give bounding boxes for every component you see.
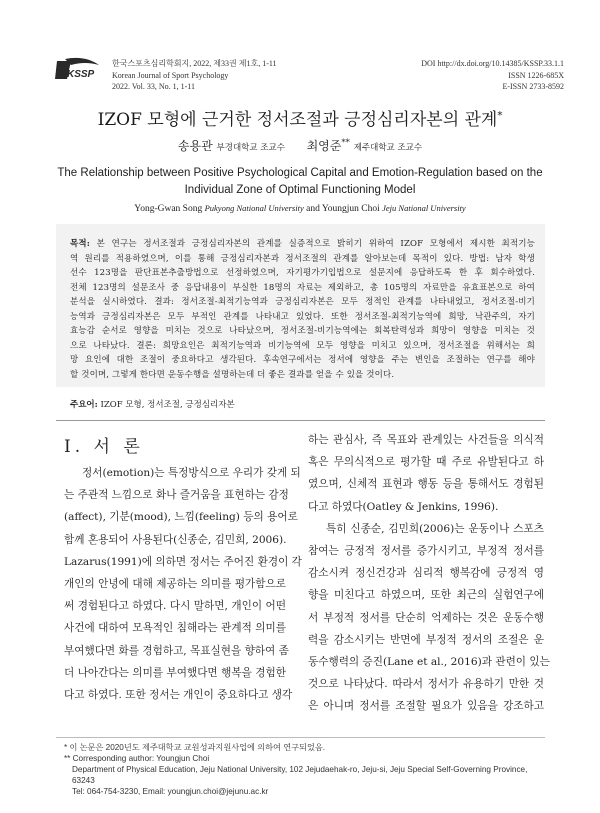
- body-line: 정서(emotion)는 특정방식으로 우리가 갖게 되: [82, 467, 301, 479]
- abstract-line: 할 것이며, 그렇게 한다면 운동수행을 설명하는데 더 좋은 결과를 얻을 수 있을 것이다.: [70, 369, 395, 380]
- abstract-label: 목적:: [70, 239, 91, 249]
- body-line: 사건에 대하여 모욕적인 침해라는 관계적 의미를: [64, 622, 286, 635]
- abstract-line: 효능감 순서로 영향을 미치는 것으로 나타났으며, 정서조절-비기능역에는 회복탄력성과 희망이 영향을 미치는 것: [70, 326, 535, 336]
- author-affiliation-1: 부경대학교 조교수: [216, 143, 285, 153]
- abstract-line: 전체 123명의 설문조사 중 응답내용이 부실한 18명의 자료는 제외하고, 총 105명의 자료만을 유효표본으로 하여: [70, 282, 535, 293]
- title-footnote-mark: *: [497, 110, 503, 122]
- paper-title: [0, 105, 600, 130]
- body-line: 특히 신종순, 김민희(2006)는 운동이나 스포츠: [326, 522, 544, 535]
- english-title-line: Individual Zone of Optimal Functioning Model: [184, 184, 416, 196]
- body-left-column: [64, 462, 302, 707]
- body-line: 개인의 안녕에 대해 제공하는 의미를 평가함으로: [64, 578, 286, 590]
- author-line: [0, 137, 600, 154]
- body-line: 력을 감소시키는 반면에 부정적 정서의 조절은 운: [308, 633, 544, 646]
- body-line: 다고 하였다. 또한 정서는 개인이 중요하다고 생각: [64, 689, 293, 701]
- body-line: 향을 미친다고 하였으며, 또한 최근의 실험연구에: [308, 589, 544, 602]
- abstract-line: 망 요인에 대한 조절이 중요하다고 생각된다. 후속연구에서는 정서에 영향을 주는 변인을 조절하는 연구를 해야: [70, 355, 535, 365]
- body-line: 였으며, 신체적 표현과 행동 등을 통해서도 경험된: [308, 478, 544, 491]
- footnote-corresponding: ** Corresponding author: Youngjun Choi: [64, 754, 210, 763]
- body-line: 써 경험된다고 하였다. 다시 말하면, 개인이 어떤: [64, 600, 286, 613]
- english-affiliation-1: Pukyong National University: [204, 203, 304, 213]
- eissn: E-ISSN 2733-8592: [502, 82, 564, 91]
- body-line: 서 부정적 정서를 단순히 억제하는 것은 운동수행: [308, 611, 544, 624]
- body-line: 함께 혼용되어 사용된다(신종순, 김민희, 2006).: [64, 533, 287, 546]
- svg-text:KSSP: KSSP: [67, 69, 95, 80]
- author-affiliation-2: 제주대학교 조교수: [353, 143, 423, 153]
- footnote-postcode: 63243: [72, 776, 95, 785]
- journal-korean: 한국스포츠심리학회지, 2022, 제33권 제1호, 1-11: [112, 59, 277, 68]
- keywords-label: 주요어:: [70, 400, 98, 410]
- section-heading: I. 서 론: [64, 437, 144, 457]
- issn: ISSN 1226-685X: [508, 70, 564, 80]
- body-line: 혹은 무의식적으로 평가할 때 주로 유발된다고 하: [308, 456, 544, 469]
- abstract-line: 분석을 실시하였다. 결과: 정서조절-최적기능역과 긍정심리자본은 모두 정적인 관계를 나타내었고, 정서조절-비기: [70, 297, 535, 307]
- author-name-1: 송용관: [177, 139, 213, 153]
- body-right-column: [308, 429, 550, 729]
- journal-volume: 2022. Vol. 33, No. 1, 1-11: [112, 82, 195, 91]
- body-line: 는 주관적 느낌으로 화나 즐거움을 표현하는 감정: [64, 489, 289, 502]
- journal-english: Korean Journal of Sport Psychology: [112, 70, 229, 80]
- abstract-line: 으로 나타났다. 결론: 희망요인은 최적기능역과 비기능역에 모두 영향을 미치고 있으며, 정서조절을 위해서는 희: [70, 340, 535, 351]
- publication-ids: [421, 58, 564, 93]
- abstract-line: 목적: 본 연구는 정서조절과 긍정심리자본의 관계를 실증적으로 밝히기 위하여 IZOF 모형에서 제시한 최적기능: [70, 239, 535, 249]
- abstract-line: 능역과 긍정심리자본은 모두 부적인 관계를 나타내고 있었다. 또한 정서조절-최적기능역에 희망, 낙관주의, 자기: [70, 311, 535, 322]
- keywords-text: IZOF 모형, 정서조절, 긍정심리자본: [100, 400, 235, 410]
- footnote-funding: * 이 논문은 2020년도 제주대학교 교원성과지원사업에 의하여 연구되었음.: [64, 743, 326, 752]
- abstract-line: 선수 123명을 판단표본추출방법으로 선정하였으며, 자기평가기입법으로 설문지에 응답하도록 한 후 회수하였다.: [70, 268, 535, 278]
- divider: [56, 420, 545, 421]
- body-line: 은 아니며 정서를 조절할 필요가 있음을 강조하고: [308, 700, 544, 713]
- english-affiliation-2: Jeju National University: [382, 203, 466, 213]
- body-line: 것으로 나타났다. 따라서 정서가 유용하기 만한 것: [308, 678, 544, 691]
- abstract-line: 역 원리를 적용하였으며, 이를 통해 긍정심리자본과 정서조절의 관계를 알아보는데 목적이 있다. 방법: 남자 학생: [70, 253, 535, 264]
- body-line: 더 나아간다는 의미를 부여했다면 행복을 경험한: [64, 666, 286, 679]
- body-line: 다고 하였다(Oatley & Jenkins, 1996).: [308, 500, 499, 513]
- author-mark-2: **: [341, 138, 350, 148]
- english-author-2: Youngjun Choi: [321, 204, 380, 214]
- english-authors: [0, 203, 600, 214]
- body-line: 동수행력의 증진(Lane et al., 2016)과 관련이 있는: [308, 656, 550, 668]
- body-line: Lazarus(1991)에 의하면 정서는 주어진 환경이 각: [64, 555, 302, 568]
- keywords: [70, 398, 235, 410]
- journal-info: [112, 58, 277, 93]
- footnote-rule: [56, 737, 545, 738]
- english-title-line: The Relationship between Positive Psychological Capital and Emotion-Regulation based on the: [57, 167, 543, 179]
- author-name-2: 최영준: [306, 139, 342, 153]
- body-line: 감소시켜 정신건강과 심리적 행복감에 긍정적 영: [308, 567, 544, 580]
- english-author-1: Yong-Gwan Song: [134, 204, 203, 214]
- body-line: (affect), 기분(mood), 느낌(feeling) 등의 용어로: [64, 511, 298, 524]
- paper-title-text: IZOF 모형에 근거한 정서조절과 긍정심리자본의 관계: [97, 110, 498, 130]
- footnote-address: Department of Physical Education, Jeju National University, 102 Jejudaehak-ro, Jeju-si, Jeju Special Self-Governing Province,: [72, 765, 528, 774]
- english-title: [55, 165, 545, 199]
- kssp-logo: [55, 57, 101, 83]
- doi-link[interactable]: DOI http://dx.doi.org/10.14385/KSSP.33.1.1: [421, 59, 564, 68]
- body-line: 하는 관심사, 즉 목표와 관계있는 사건들을 의식적: [308, 434, 544, 446]
- body-line: 참여는 긍정적 정서를 증가시키고, 부정적 정서를: [308, 545, 544, 557]
- english-and: and: [306, 204, 320, 214]
- body-line: 부여했다면 화를 경험하고, 목표실현을 향하여 좀: [64, 644, 289, 657]
- footnote-contact[interactable]: Tel: 064-754-3230, Email: youngjun.choi@jejunu.ac.kr: [72, 787, 269, 796]
